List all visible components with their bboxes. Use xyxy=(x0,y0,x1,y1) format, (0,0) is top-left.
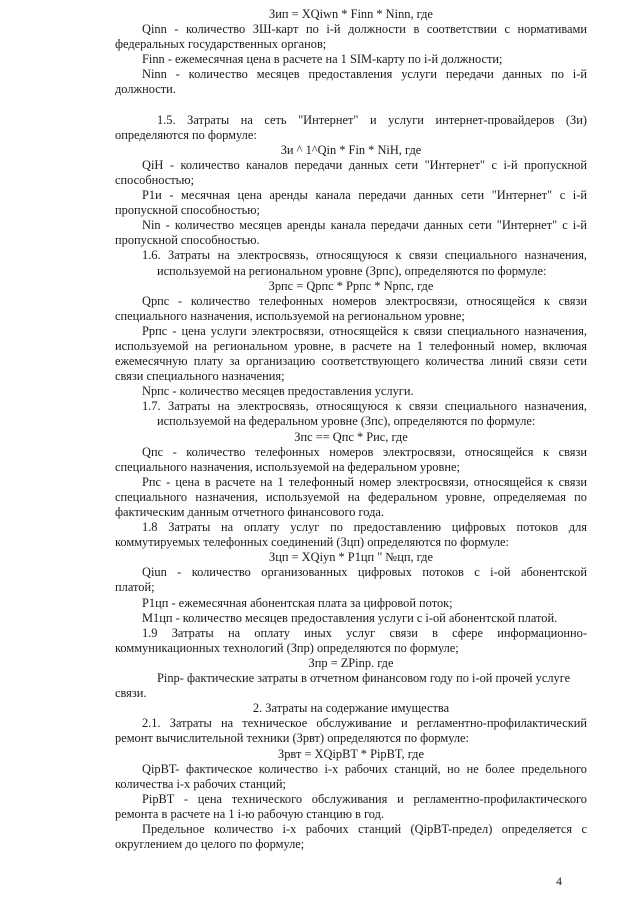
text-line: Зип = XQiwn * Finn * Ninn, где xyxy=(269,7,433,21)
text-line: способностью; xyxy=(115,172,195,187)
text-line: Ninn - количество месяцев предоставления услуги передачи данных по i-й xyxy=(142,67,587,82)
text-line: Finn - ежемесячная цена в расчете на 1 SIM-карту по i-й должности; xyxy=(142,52,503,67)
text-line: Зи ^ 1^Qin * Fin * NiH, где xyxy=(280,142,422,157)
text-line: Зпр = ZPinp. где xyxy=(308,655,394,670)
text-line: специального назначения, используемой на федеральном уровне; xyxy=(115,459,460,474)
text-line: Зрпс = Qрпс * Ррпс * Nрпс, где xyxy=(268,278,434,293)
text-line: платой; xyxy=(115,580,155,595)
text-line: Pinp- фактические затраты в отчетном финансовом году по i-ой прочей услуге xyxy=(157,671,571,686)
text-line: специального назначения, используемой на региональном уровне; xyxy=(115,308,465,323)
text-line: используемой на региональном уровне, в расчете на 1 телефонный номер, включая xyxy=(115,338,587,353)
text-line: Qпс - количество телефонных номеров электросвязи, относящейся к связи xyxy=(142,444,587,459)
text-line: ремонт вычислительной техники (Зрвт) определяются по формуле: xyxy=(115,731,469,746)
text-line: Рпс - цена в расчете на 1 телефонный номер электросвязи, относящейся к связи xyxy=(142,474,587,489)
text-line: Р1и - месячная цена аренды канала передачи данных сети "Интернет" с i-й xyxy=(142,188,587,203)
text-line: Ррпс - цена услуги электросвязи, относящейся к связи специального назначения, xyxy=(142,323,587,338)
text-line: М1цп - количество месяцев предоставления услуги с i-ой абонентской платой. xyxy=(142,610,558,625)
text-line: специального назначения, используемой на федеральном уровне, определяемая по xyxy=(115,489,587,504)
text-line: PipBT - цена технического обслуживания и регламентно-профилактического xyxy=(142,791,587,806)
text-line: 1.8 Затраты на оплату услуг по предоставлению цифровых потоков для xyxy=(142,520,587,535)
text-line: 1.9 Затраты на оплату иных услуг связи в сфере информационно- xyxy=(142,625,587,640)
text-line: используемой на федеральном уровне (Зпс), определяются по формуле: xyxy=(157,414,536,429)
text-line: фактическим данным отчетного финансового года. xyxy=(115,505,385,519)
text-line: Nрпс - количество месяцев предоставления услуги. xyxy=(142,384,414,399)
text-line: связи. xyxy=(115,686,147,701)
text-line: Зцп = XQiyn * Р1цп " №цп, где xyxy=(269,550,433,565)
text-line: Р1цп - ежемесячная абонентская плата за цифровой поток; xyxy=(142,595,453,610)
text-line: Зрвт = XQipBT * PipBT, где xyxy=(278,746,424,761)
text-line: QipBT- фактическое количество i-x рабочих станций, но не более предельного xyxy=(142,761,587,776)
text-line: коммуникационных технологий (Зпр) определяются по формуле; xyxy=(115,640,459,655)
text-line: определяются по формуле: xyxy=(115,127,257,142)
text-line: Предельное количество i-x рабочих станций (QipBT-предел) определяется с xyxy=(142,821,587,836)
text-line: Nin - количество месяцев аренды канала передачи данных сети "Интернет" с i-й xyxy=(142,218,587,233)
paragraph-gap xyxy=(115,98,587,113)
text-line: QiH - количество каналов передачи данных сети "Интернет" с i-й пропускной xyxy=(142,157,587,172)
text-line: используемой на региональном уровне (Зрпс), определяются по формуле: xyxy=(157,263,547,278)
text-line: федеральных государственных органов; xyxy=(115,37,327,52)
text-line: должности. xyxy=(115,82,176,97)
text-line: 1.5. Затраты на сеть "Интернет" и услуги интернет-провайдеров (Зи) xyxy=(157,112,587,127)
text-line: пропускной способностью. xyxy=(115,233,260,248)
text-line: ремонта в расчете на 1 i-ю рабочую станцию в год. xyxy=(115,806,385,821)
document-body xyxy=(115,7,587,852)
text-line: связи специального назначения; xyxy=(115,369,285,384)
text-line: пропускной способностью; xyxy=(115,203,260,218)
page-number: 4 xyxy=(556,874,562,888)
text-line: Зпс == Qпс * Рис, где xyxy=(294,429,408,444)
text-line: коммутируемых телефонных соединений (Зцп) определяются по формуле: xyxy=(115,535,509,550)
text-line: количества i-x рабочих станций; xyxy=(115,776,286,791)
text-line: Qiun - количество организованных цифровых потоков с i-ой абонентской xyxy=(142,565,587,580)
text-line: Qinn - количество ЗШ-карт по i-й должности в соответствии с нормативами xyxy=(142,22,587,37)
text-line: 1.7. Затраты на электросвязь, относящуюся к связи специального назначения, xyxy=(142,399,587,414)
text-line: 1.6. Затраты на электросвязь, относящуюся к связи специального назначения, xyxy=(142,248,587,263)
text-line: Qрпс - количество телефонных номеров электросвязи, относящейся к связи xyxy=(142,293,587,308)
text-line: 2. Затраты на содержание имущества xyxy=(252,701,450,716)
text-line: ежемесячную плату за организацию соответствующего количества линий связи сети xyxy=(115,354,587,369)
text-line: округлением до целого по формуле; xyxy=(115,837,305,852)
text-line: 2.1. Затраты на техническое обслуживание и регламентно-профилактический xyxy=(142,716,587,731)
